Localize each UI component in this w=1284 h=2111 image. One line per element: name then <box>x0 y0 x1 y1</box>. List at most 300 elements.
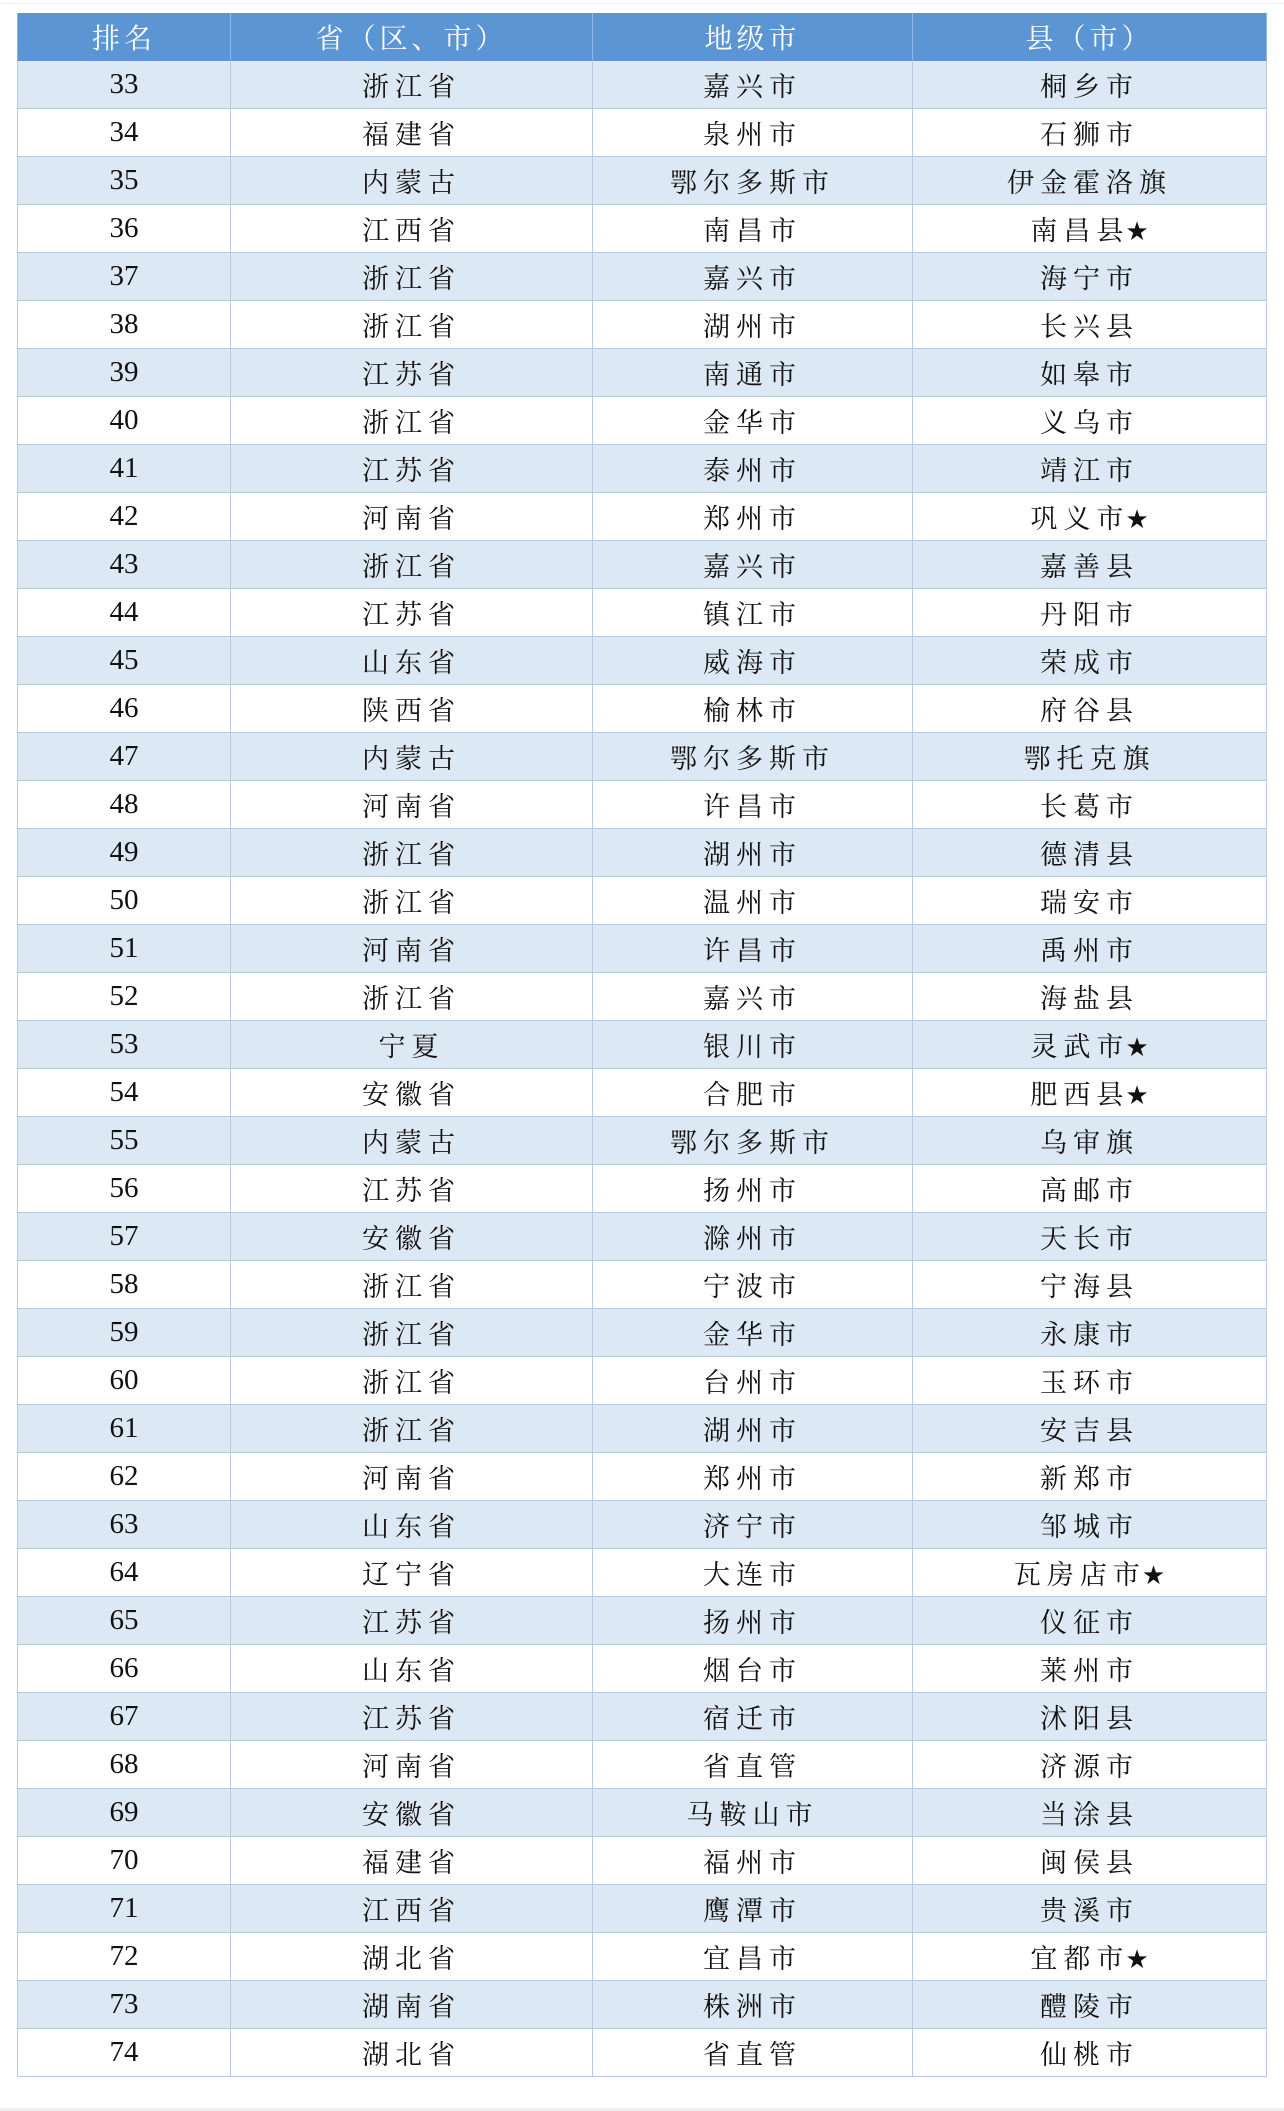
prefecture-city-cell <box>593 541 913 589</box>
province-cell <box>231 1981 593 2029</box>
prefecture-city-cell <box>593 1213 913 1261</box>
province-cell-text: 福建省 <box>362 120 461 151</box>
rank-cell <box>18 1357 231 1405</box>
rank-cell-text: 62 <box>109 1460 139 1492</box>
rank-cell <box>18 1213 231 1261</box>
prefecture-city-cell <box>593 157 913 205</box>
province-cell-text: 湖南省 <box>362 1992 461 2023</box>
rank-cell-text: 48 <box>109 788 139 820</box>
rank-cell <box>18 493 231 541</box>
prefecture-city-cell <box>593 1357 913 1405</box>
county-cell <box>913 1597 1267 1645</box>
province-cell <box>231 637 593 685</box>
province-cell <box>231 1693 593 1741</box>
county-cell-text: 义乌市 <box>1040 408 1139 439</box>
province-cell-text: 浙江省 <box>362 888 461 919</box>
prefecture-city-cell-text: 株洲市 <box>703 1992 802 2023</box>
rank-cell <box>18 877 231 925</box>
prefecture-city-cell-text: 泰州市 <box>703 456 802 487</box>
rank-cell-text: 55 <box>109 1124 139 1156</box>
rank-cell-text: 45 <box>109 644 139 676</box>
county-cell <box>913 1645 1267 1693</box>
table-row <box>18 1117 1267 1165</box>
table-row <box>18 1165 1267 1213</box>
prefecture-city-cell <box>593 1069 913 1117</box>
rank-cell-text: 56 <box>109 1172 139 1204</box>
prefecture-city-cell-text: 台州市 <box>703 1368 802 1399</box>
star-icon: ★ <box>1125 217 1149 247</box>
county-cell-text: 宁海县 <box>1040 1272 1139 1303</box>
county-cell-text: 醴陵市 <box>1040 1992 1139 2023</box>
province-cell-text: 山东省 <box>362 1656 461 1687</box>
county-cell <box>913 1213 1267 1261</box>
province-cell-text: 浙江省 <box>362 840 461 871</box>
county-cell <box>913 1309 1267 1357</box>
table-row <box>18 1741 1267 1789</box>
table-row <box>18 973 1267 1021</box>
table-row <box>18 1981 1267 2029</box>
table-body <box>18 61 1267 2077</box>
province-cell <box>231 1789 593 1837</box>
prefecture-city-cell <box>593 1885 913 1933</box>
table-row <box>18 589 1267 637</box>
province-cell <box>231 61 593 109</box>
header-county: 县（市） <box>913 13 1267 61</box>
province-cell <box>231 1357 593 1405</box>
rank-cell <box>18 1597 231 1645</box>
table-row <box>18 1501 1267 1549</box>
county-cell-text: 海盐县 <box>1040 984 1139 1015</box>
county-cell-text: 长兴县 <box>1040 312 1139 343</box>
prefecture-city-cell-text: 泉州市 <box>703 120 802 151</box>
prefecture-city-cell <box>593 301 913 349</box>
province-cell-text: 浙江省 <box>362 408 461 439</box>
county-cell-text: 当涂县 <box>1040 1800 1139 1831</box>
prefecture-city-cell <box>593 1549 913 1597</box>
prefecture-city-cell <box>593 1309 913 1357</box>
province-cell <box>231 781 593 829</box>
county-cell-text: 天长市 <box>1040 1224 1139 1255</box>
rank-cell <box>18 61 231 109</box>
rank-cell <box>18 589 231 637</box>
province-cell <box>231 1645 593 1693</box>
province-cell-text: 河南省 <box>362 936 461 967</box>
rank-cell <box>18 1021 231 1069</box>
rank-cell <box>18 1405 231 1453</box>
county-cell <box>913 109 1267 157</box>
province-cell <box>231 1405 593 1453</box>
table-row <box>18 1885 1267 1933</box>
province-cell <box>231 1309 593 1357</box>
province-cell-text: 河南省 <box>362 1752 461 1783</box>
prefecture-city-cell-text: 大连市 <box>703 1560 802 1591</box>
table-row <box>18 61 1267 109</box>
header-province: 省（区、市） <box>231 13 593 61</box>
county-cell-text: 莱州市 <box>1040 1656 1139 1687</box>
county-cell <box>913 1885 1267 1933</box>
province-cell-text: 浙江省 <box>362 264 461 295</box>
province-cell <box>231 829 593 877</box>
star-icon: ★ <box>1125 1033 1149 1063</box>
county-cell-text: 长葛市 <box>1040 792 1139 823</box>
prefecture-city-cell <box>593 1933 913 1981</box>
province-cell <box>231 397 593 445</box>
prefecture-city-cell <box>593 109 913 157</box>
province-cell-text: 安徽省 <box>362 1080 461 1111</box>
prefecture-city-cell <box>593 1117 913 1165</box>
rank-cell-text: 41 <box>109 452 139 484</box>
table-row <box>18 1069 1267 1117</box>
province-cell <box>231 349 593 397</box>
prefecture-city-cell-text: 扬州市 <box>703 1176 802 1207</box>
rank-cell <box>18 685 231 733</box>
table-row <box>18 205 1267 253</box>
table-row <box>18 397 1267 445</box>
county-cell-text: 高邮市 <box>1040 1176 1139 1207</box>
rank-cell-text: 54 <box>109 1076 139 1108</box>
province-cell-text: 福建省 <box>362 1848 461 1879</box>
table-row <box>18 1789 1267 1837</box>
rank-cell <box>18 829 231 877</box>
table-row <box>18 1645 1267 1693</box>
table-row <box>18 541 1267 589</box>
county-cell-text: 南昌县 <box>1030 216 1130 247</box>
rank-cell-text: 43 <box>109 548 139 580</box>
rank-cell-text: 70 <box>109 1844 139 1876</box>
county-cell <box>913 829 1267 877</box>
prefecture-city-cell-text: 马鞍山市 <box>686 1800 819 1831</box>
county-cell-text: 仙桃市 <box>1040 2040 1139 2071</box>
county-cell <box>913 1549 1267 1597</box>
prefecture-city-cell <box>593 973 913 1021</box>
table-row <box>18 1021 1267 1069</box>
prefecture-city-cell <box>593 1981 913 2029</box>
prefecture-city-cell-text: 镇江市 <box>703 600 802 631</box>
rank-cell <box>18 1453 231 1501</box>
rank-cell-text: 47 <box>109 740 139 772</box>
rank-cell <box>18 1549 231 1597</box>
table-row <box>18 1933 1267 1981</box>
county-cell-text: 沭阳县 <box>1040 1704 1139 1735</box>
prefecture-city-cell <box>593 1501 913 1549</box>
province-cell-text: 江苏省 <box>362 1608 461 1639</box>
rank-cell <box>18 2029 231 2077</box>
prefecture-city-cell <box>593 253 913 301</box>
county-cell-text: 瓦房店市 <box>1013 1560 1146 1591</box>
county-cell <box>913 1453 1267 1501</box>
prefecture-city-cell-text: 宁波市 <box>703 1272 802 1303</box>
province-cell <box>231 589 593 637</box>
county-cell-text: 伊金霍洛旗 <box>1007 168 1172 199</box>
prefecture-city-cell-text: 福州市 <box>703 1848 802 1879</box>
prefecture-city-cell <box>593 205 913 253</box>
rank-cell <box>18 1069 231 1117</box>
county-cell <box>913 205 1267 253</box>
rank-cell <box>18 733 231 781</box>
county-cell <box>913 1357 1267 1405</box>
rank-cell-text: 46 <box>109 692 139 724</box>
table-row <box>18 493 1267 541</box>
county-cell-text: 闽侯县 <box>1040 1848 1139 1879</box>
prefecture-city-cell-text: 温州市 <box>703 888 802 919</box>
province-cell <box>231 685 593 733</box>
county-cell-text: 邹城市 <box>1040 1512 1139 1543</box>
prefecture-city-cell <box>593 781 913 829</box>
top-edge-line <box>0 3 1284 4</box>
rank-cell-text: 44 <box>109 596 139 628</box>
county-cell <box>913 589 1267 637</box>
province-cell-text: 浙江省 <box>362 1368 461 1399</box>
rank-cell-text: 64 <box>109 1556 139 1588</box>
rank-cell-text: 42 <box>109 500 139 532</box>
rank-cell <box>18 397 231 445</box>
rank-cell <box>18 1837 231 1885</box>
province-cell-text: 内蒙古 <box>362 744 461 775</box>
county-cell-text: 济源市 <box>1040 1752 1139 1783</box>
province-cell-text: 陕西省 <box>362 696 461 727</box>
province-cell <box>231 1885 593 1933</box>
province-cell <box>231 973 593 1021</box>
prefecture-city-cell <box>593 1453 913 1501</box>
table-row <box>18 637 1267 685</box>
prefecture-city-cell-text: 许昌市 <box>703 792 802 823</box>
province-cell-text: 江苏省 <box>362 1176 461 1207</box>
star-icon: ★ <box>1125 1945 1149 1975</box>
province-cell-text: 江苏省 <box>362 360 461 391</box>
province-cell <box>231 301 593 349</box>
province-cell-text: 山东省 <box>362 648 461 679</box>
prefecture-city-cell <box>593 1405 913 1453</box>
province-cell-text: 内蒙古 <box>362 168 461 199</box>
prefecture-city-cell <box>593 445 913 493</box>
county-cell-text: 鄂托克旗 <box>1023 744 1156 775</box>
prefecture-city-cell-text: 省直管 <box>703 1752 802 1783</box>
rank-cell <box>18 1501 231 1549</box>
province-cell <box>231 205 593 253</box>
rank-cell <box>18 109 231 157</box>
province-cell-text: 辽宁省 <box>362 1560 461 1591</box>
table-row <box>18 1837 1267 1885</box>
rank-cell <box>18 1693 231 1741</box>
county-cell-text: 丹阳市 <box>1040 600 1139 631</box>
county-cell <box>913 157 1267 205</box>
county-cell <box>913 685 1267 733</box>
province-cell-text: 浙江省 <box>362 552 461 583</box>
province-cell <box>231 1933 593 1981</box>
province-cell-text: 江苏省 <box>362 1704 461 1735</box>
header-rank: 排名 <box>18 13 231 61</box>
province-cell <box>231 1837 593 1885</box>
province-cell-text: 浙江省 <box>362 1272 461 1303</box>
county-cell <box>913 973 1267 1021</box>
province-cell-text: 山东省 <box>362 1512 461 1543</box>
province-cell-text: 安徽省 <box>362 1800 461 1831</box>
county-cell <box>913 1981 1267 2029</box>
province-cell-text: 浙江省 <box>362 72 461 103</box>
table-row <box>18 1309 1267 1357</box>
province-cell-text: 浙江省 <box>362 312 461 343</box>
rank-cell-text: 34 <box>109 116 139 148</box>
county-cell <box>913 1501 1267 1549</box>
county-cell-text: 贵溪市 <box>1040 1896 1139 1927</box>
rank-cell-text: 71 <box>109 1892 139 1924</box>
rank-cell <box>18 1741 231 1789</box>
county-cell-text: 安吉县 <box>1040 1416 1139 1447</box>
rank-cell-text: 74 <box>109 2036 139 2068</box>
rank-cell-text: 67 <box>109 1700 139 1732</box>
county-cell <box>913 1117 1267 1165</box>
county-cell <box>913 1405 1267 1453</box>
table-row <box>18 1405 1267 1453</box>
rank-cell-text: 39 <box>109 356 139 388</box>
province-cell-text: 安徽省 <box>362 1224 461 1255</box>
county-cell-text: 靖江市 <box>1040 456 1139 487</box>
prefecture-city-cell <box>593 685 913 733</box>
province-cell-text: 江苏省 <box>362 600 461 631</box>
county-cell-text: 禹州市 <box>1040 936 1139 967</box>
rank-cell-text: 57 <box>109 1220 139 1252</box>
rank-cell <box>18 1789 231 1837</box>
province-cell <box>231 2029 593 2077</box>
prefecture-city-cell <box>593 1597 913 1645</box>
prefecture-city-cell-text: 宿迁市 <box>703 1704 802 1735</box>
prefecture-city-cell-text: 南通市 <box>703 360 802 391</box>
prefecture-city-cell <box>593 349 913 397</box>
province-cell <box>231 445 593 493</box>
rank-cell-text: 60 <box>109 1364 139 1396</box>
province-cell-text: 浙江省 <box>362 1416 461 1447</box>
table-row <box>18 1597 1267 1645</box>
prefecture-city-cell-text: 南昌市 <box>703 216 802 247</box>
prefecture-city-cell-text: 榆林市 <box>703 696 802 727</box>
county-cell <box>913 301 1267 349</box>
county-cell-text: 荣成市 <box>1040 648 1139 679</box>
prefecture-city-cell-text: 嘉兴市 <box>703 264 802 295</box>
county-cell <box>913 349 1267 397</box>
prefecture-city-cell-text: 鄂尔多斯市 <box>670 744 835 775</box>
province-cell <box>231 1741 593 1789</box>
rank-cell-text: 35 <box>109 164 139 196</box>
prefecture-city-cell-text: 金华市 <box>703 408 802 439</box>
county-cell-text: 巩义市 <box>1030 504 1130 535</box>
table-row <box>18 2029 1267 2077</box>
rank-cell-text: 50 <box>109 884 139 916</box>
star-icon: ★ <box>1141 1561 1166 1591</box>
county-cell <box>913 1741 1267 1789</box>
rank-cell <box>18 637 231 685</box>
county-cell-text: 肥西县 <box>1030 1080 1130 1111</box>
prefecture-city-cell <box>593 1741 913 1789</box>
prefecture-city-cell <box>593 1021 913 1069</box>
prefecture-city-cell-text: 金华市 <box>703 1320 802 1351</box>
rank-cell-text: 53 <box>109 1028 139 1060</box>
prefecture-city-cell-text: 郑州市 <box>703 504 802 535</box>
rank-cell-text: 36 <box>109 212 139 244</box>
province-cell <box>231 733 593 781</box>
province-cell-text: 湖北省 <box>362 2040 461 2071</box>
county-cell <box>913 1021 1267 1069</box>
province-cell-text: 宁夏 <box>378 1032 445 1063</box>
county-cell <box>913 877 1267 925</box>
table-row <box>18 829 1267 877</box>
prefecture-city-cell-text: 威海市 <box>703 648 802 679</box>
prefecture-city-cell <box>593 877 913 925</box>
prefecture-city-cell-text: 郑州市 <box>703 1464 802 1495</box>
rank-cell <box>18 973 231 1021</box>
prefecture-city-cell-text: 鄂尔多斯市 <box>670 168 835 199</box>
prefecture-city-cell-text: 银川市 <box>703 1032 802 1063</box>
prefecture-city-cell-text: 鹰潭市 <box>703 1896 802 1927</box>
prefecture-city-cell <box>593 2029 913 2077</box>
province-cell-text: 内蒙古 <box>362 1128 461 1159</box>
province-cell <box>231 1165 593 1213</box>
rank-cell <box>18 781 231 829</box>
table-row <box>18 253 1267 301</box>
rank-cell-text: 38 <box>109 308 139 340</box>
prefecture-city-cell <box>593 637 913 685</box>
province-cell <box>231 1117 593 1165</box>
prefecture-city-cell <box>593 1789 913 1837</box>
prefecture-city-cell <box>593 1837 913 1885</box>
county-cell-text: 新郑市 <box>1040 1464 1139 1495</box>
prefecture-city-cell-text: 烟台市 <box>703 1656 802 1687</box>
county-cell <box>913 781 1267 829</box>
county-cell <box>913 1933 1267 1981</box>
rank-cell-text: 73 <box>109 1988 139 2020</box>
prefecture-city-cell <box>593 925 913 973</box>
prefecture-city-cell <box>593 1261 913 1309</box>
rank-cell <box>18 445 231 493</box>
table-row <box>18 1549 1267 1597</box>
county-cell <box>913 1261 1267 1309</box>
province-cell <box>231 493 593 541</box>
province-cell-text: 江苏省 <box>362 456 461 487</box>
rank-cell <box>18 1885 231 1933</box>
county-cell <box>913 1837 1267 1885</box>
prefecture-city-cell-text: 湖州市 <box>703 312 802 343</box>
rank-cell <box>18 253 231 301</box>
rank-cell <box>18 1981 231 2029</box>
county-cell <box>913 541 1267 589</box>
table-row <box>18 733 1267 781</box>
star-icon: ★ <box>1125 1081 1149 1111</box>
rank-cell <box>18 541 231 589</box>
county-cell-text: 仪征市 <box>1040 1608 1139 1639</box>
rank-cell-text: 65 <box>109 1604 139 1636</box>
table-row <box>18 1261 1267 1309</box>
rank-cell-text: 69 <box>109 1796 139 1828</box>
table-row <box>18 925 1267 973</box>
table-row <box>18 1357 1267 1405</box>
prefecture-city-cell <box>593 733 913 781</box>
province-cell <box>231 1597 593 1645</box>
table-header-row <box>18 13 1267 61</box>
county-cell-text: 海宁市 <box>1040 264 1139 295</box>
province-cell <box>231 541 593 589</box>
county-cell-text: 宜都市 <box>1030 1944 1130 1975</box>
rank-cell-text: 40 <box>109 404 139 436</box>
rank-cell-text: 66 <box>109 1652 139 1684</box>
table-row <box>18 781 1267 829</box>
table-row <box>18 301 1267 349</box>
table-row <box>18 109 1267 157</box>
rank-cell-text: 37 <box>109 260 139 292</box>
rank-cell <box>18 349 231 397</box>
prefecture-city-cell-text: 许昌市 <box>703 936 802 967</box>
county-cell <box>913 61 1267 109</box>
province-cell-text: 湖北省 <box>362 1944 461 1975</box>
county-ranking-table <box>17 13 1267 2077</box>
